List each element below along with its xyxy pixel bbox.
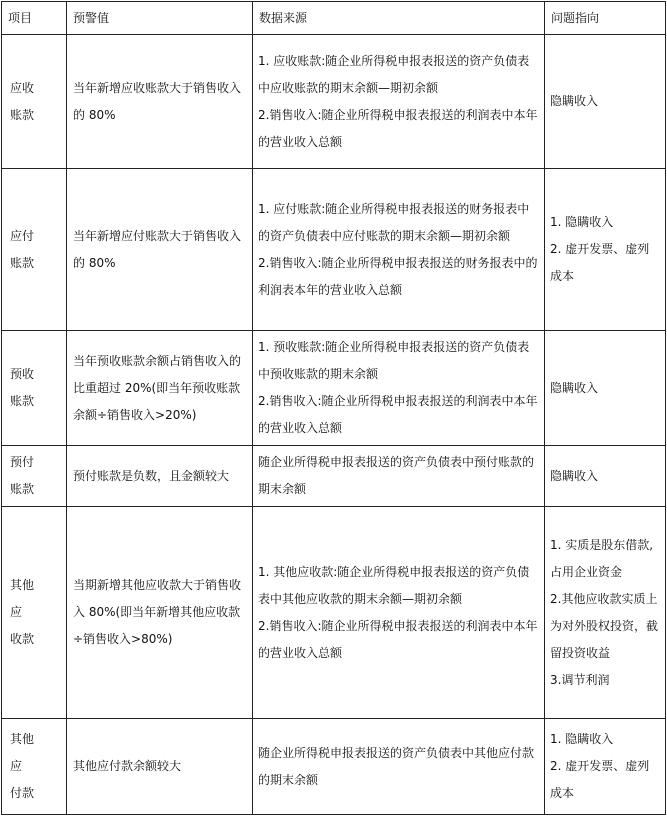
header-source: 数据来源 (253, 2, 545, 35)
warning-cell: 当年预收账款余额占销售收入的比重超过 20%(即当年预收账款余额÷销售收入>20%) (67, 331, 253, 446)
issue-cell (545, 507, 666, 719)
item-line: 其他 (10, 578, 35, 592)
item-cell (2, 169, 67, 331)
issue-cell (545, 331, 666, 446)
item-cell (2, 446, 67, 507)
item-line: 预付 (10, 455, 35, 469)
item-line: 应收 (10, 80, 35, 95)
issue-line: 隐瞒收入 (550, 468, 599, 483)
item-line: 应付 (10, 228, 35, 243)
issue-line: 2. 虚开发票、虚列成本 (550, 242, 650, 283)
header-issue: 问题指向 (545, 2, 666, 35)
issue-line: 2.其他应收款实质上为对外股权投资，截留投资收益 (550, 591, 659, 660)
warning-cell: 当期新增其他应收款大于销售收入 80%(即当年新增其他应收款÷销售收入>80%) (67, 507, 253, 719)
item-line: 收款 (10, 632, 35, 646)
header-warning: 预警值 (67, 2, 253, 35)
warning-table (1, 1, 666, 815)
issue-cell (545, 35, 666, 169)
source-line: 2.销售收入:随企业所得税申报表报送的财务报表中的利润表本年的营业收入总额 (258, 255, 538, 297)
issue-cell (545, 719, 666, 815)
issue-line: 2. 虚开发票、虚列成本 (550, 759, 650, 800)
source-line: 2.销售收入:随企业所得税申报表报送的利润表中本年的营业收入总额 (258, 107, 538, 149)
item-line: 应 (10, 605, 23, 619)
source-cell (253, 331, 545, 446)
item-line: 付款 (10, 786, 35, 800)
item-line: 账款 (10, 255, 35, 270)
item-line: 账款 (10, 107, 35, 122)
issue-line: 隐瞒收入 (550, 94, 599, 108)
item-line: 预收 (10, 367, 35, 381)
source-line: 随企业所得税申报表报送的资产负债表中其他应付款的期末余额 (258, 745, 535, 787)
warning-cell: 预付账款是负数，且金额较大 (67, 446, 253, 507)
source-line: 2.销售收入:随企业所得税申报表报送的利润表中本年的营业收入总额 (258, 394, 538, 435)
source-line: 1. 应收账款:随企业所得税申报表报送的资产负债表中应收账款的期末余额—期初余额 (258, 53, 530, 95)
issue-line: 1. 实质是股东借款,占用企业资金 (550, 537, 654, 579)
issue-line: 1. 隐瞒收入 (550, 732, 614, 746)
table-row (2, 331, 666, 446)
item-line: 账款 (10, 394, 35, 408)
source-line: 2.销售收入:随企业所得税申报表报送的利润表中本年的营业收入总额 (258, 618, 538, 660)
issue-cell (545, 169, 666, 331)
table-row (2, 169, 666, 331)
source-cell (253, 446, 545, 507)
item-line: 账款 (10, 482, 35, 496)
item-line: 应 (10, 759, 23, 773)
item-cell (2, 35, 67, 169)
table-row (2, 507, 666, 719)
source-cell (253, 169, 545, 331)
source-line: 随企业所得税申报表报送的资产负债表中预付账款的期末余额 (258, 455, 535, 496)
issue-line: 1. 隐瞒收入 (550, 215, 614, 229)
issue-line: 3.调节利润 (550, 672, 610, 687)
item-line: 其他 (10, 732, 35, 746)
header-item: 项目 (2, 2, 67, 35)
source-cell (253, 35, 545, 169)
item-cell (2, 331, 67, 446)
header-row (2, 2, 666, 35)
source-line: 1. 应付账款:随企业所得税申报表报送的财务报表中的资产负债表中应付账款的期末余额—期初余额 (258, 201, 530, 243)
warning-cell: 其他应付款余额较大 (67, 719, 253, 815)
issue-line: 隐瞒收入 (550, 380, 599, 395)
source-line: 1. 其他应收款:随企业所得税申报表报送的资产负债表中其他应收款的期末余额—期初余额 (258, 564, 530, 606)
table-row (2, 446, 666, 507)
source-cell (253, 719, 545, 815)
table-row (2, 35, 666, 169)
issue-cell (545, 446, 666, 507)
table-row (2, 719, 666, 815)
warning-cell: 当年新增应收账款大于销售收入的 80% (67, 35, 253, 169)
item-cell (2, 507, 67, 719)
item-cell (2, 719, 67, 815)
warning-cell: 当年新增应付账款大于销售收入的 80% (67, 169, 253, 331)
source-cell (253, 507, 545, 719)
source-line: 1. 预收账款:随企业所得税申报表报送的资产负债表中预收账款的期末余额 (258, 340, 530, 381)
